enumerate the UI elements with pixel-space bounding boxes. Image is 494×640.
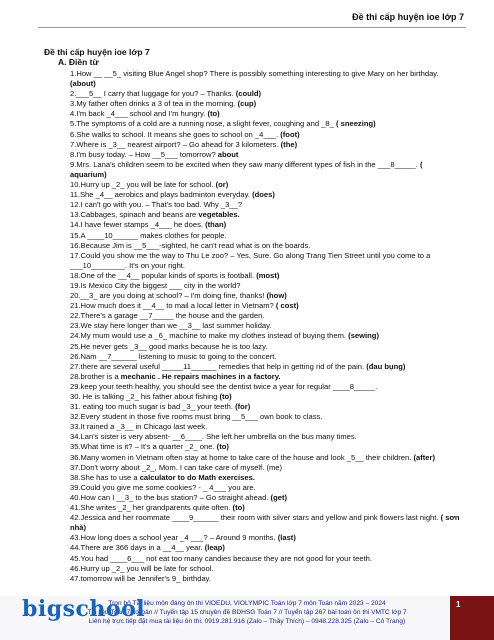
question-item bbox=[70, 463, 460, 473]
answer-text: (cup) bbox=[237, 99, 257, 109]
question-item bbox=[70, 119, 460, 129]
question-item bbox=[70, 564, 460, 574]
question-text: 15.A ____10______ makes clothes for people. bbox=[70, 230, 227, 240]
question-text: 32.Every student in those five rooms must bring __5___ own book to class. bbox=[70, 412, 323, 422]
answer-text: vegetables. bbox=[198, 210, 240, 220]
question-item bbox=[70, 220, 460, 230]
question-item bbox=[70, 291, 460, 301]
answer-text: (does) bbox=[252, 190, 275, 200]
question-item bbox=[70, 543, 460, 553]
answer-text: (leap) bbox=[204, 543, 225, 553]
answer-text: (get) bbox=[270, 492, 287, 502]
question-text: 19.Is Mexico City the biggest ___ city in the world? bbox=[70, 280, 241, 290]
question-item bbox=[70, 493, 460, 503]
question-text: 30. He is talking _2_ his father about fishing bbox=[70, 392, 218, 401]
question-text: 36.Many women in Vietnam often stay at home to take care of the house and look _5__ their children. bbox=[70, 452, 412, 462]
question-text: 33.It rained a _3__ in Chicago last week. bbox=[70, 422, 208, 432]
question-text: 40.How can I __3_ to the bus station? – Go straight ahead. bbox=[70, 492, 269, 502]
answer-text: ( cost) bbox=[275, 301, 299, 311]
question-text: 18.One of the __4__ popular kinds of sports is football. bbox=[70, 270, 255, 280]
question-item bbox=[70, 210, 460, 220]
question-item bbox=[70, 422, 460, 432]
question-item bbox=[70, 150, 460, 160]
answer-text: (to) bbox=[216, 442, 229, 452]
question-text: 8.I'm busy today. – How __5___ tomorrow? bbox=[70, 149, 216, 159]
question-text: 26.Nam __7______ listening to music to going to the concert. bbox=[70, 351, 277, 361]
question-item bbox=[70, 533, 460, 543]
question-text: 6.She walks to school. It means she goes to school on _4___. bbox=[70, 129, 279, 139]
answer-text: mechanic . He repairs machines in a factory. bbox=[120, 371, 281, 381]
question-text: 1.How __ __5_ visiting Blue Angel shop? There is possibly something interesting to give Mary on her birthday. bbox=[70, 69, 439, 78]
question-text: 47.tomorrow will be Jennifer's 9_ birthday. bbox=[70, 573, 212, 583]
question-item bbox=[70, 160, 460, 180]
footer-line-3: Liên hệ trực tiếp đặt mua tài liệu ôn thi: 0919.281.916 (Zalo – Thầy Thích) – 0948.228.325 (Zalo – Cô Trang) bbox=[88, 618, 406, 625]
answer-text: (how) bbox=[266, 291, 287, 301]
question-item bbox=[70, 200, 460, 210]
question-text: 14.I have fewer stamps _4___ he does. bbox=[70, 220, 203, 230]
question-text: 13.Cabbages, spinach and beans are bbox=[70, 210, 197, 220]
section-heading: A. Điền từ bbox=[58, 57, 99, 67]
page-number-badge bbox=[450, 596, 494, 640]
question-item bbox=[70, 271, 460, 281]
question-item bbox=[70, 140, 460, 150]
answer-text: (to) bbox=[232, 503, 245, 513]
question-item bbox=[70, 180, 460, 190]
page-number: 1 bbox=[456, 600, 461, 609]
question-item bbox=[70, 311, 460, 321]
question-text: 37.Don't worry about _2_, Mom. I can take care of myself. (me) bbox=[70, 462, 283, 472]
question-item bbox=[70, 301, 460, 311]
answer-text: (the) bbox=[280, 139, 298, 149]
question-text: 22.There's a garage __7_____ the house and the garden. bbox=[70, 311, 265, 321]
question-text: 12.I can't go with you. – That's too bad. Why _3__? bbox=[70, 200, 243, 210]
question-list bbox=[70, 69, 460, 584]
question-item bbox=[70, 362, 460, 372]
question-item bbox=[70, 513, 460, 533]
question-item bbox=[70, 342, 460, 352]
question-item bbox=[70, 99, 460, 109]
answer-text: calculator to do Math exercises. bbox=[139, 472, 255, 482]
answer-text: (than) bbox=[205, 220, 227, 230]
answer-text: (for) bbox=[235, 402, 251, 412]
answer-text: ( sơn nhà) bbox=[70, 513, 460, 533]
answer-text: (after) bbox=[413, 452, 436, 462]
answer-text: (to) bbox=[207, 109, 220, 119]
bigschool-logo: bigschool bbox=[22, 596, 146, 622]
question-item bbox=[70, 574, 460, 584]
question-item bbox=[70, 382, 460, 392]
question-item bbox=[70, 473, 460, 483]
question-item bbox=[70, 453, 460, 463]
question-text: 2.___5__ I carry that luggage for you? – Thanks. bbox=[70, 89, 234, 99]
question-text: 3.My father often drinks a 3 of tea in the morning. bbox=[70, 99, 236, 109]
question-item bbox=[70, 69, 460, 89]
question-item bbox=[70, 281, 460, 291]
document-title: Đề thi cấp huyện ioe lớp 7 bbox=[44, 47, 150, 57]
answer-text: (last) bbox=[277, 533, 296, 543]
question-text: 21.How much does it __4__ to mail a local letter in Vietnam? bbox=[70, 301, 274, 311]
question-text: 20.__3_ are you doing at school? – I'm doing fine, thanks! bbox=[70, 291, 265, 301]
question-item bbox=[70, 190, 460, 200]
question-item bbox=[70, 231, 460, 241]
question-text: 17.Could you show me the way to Thu Le zoo? – Yes, Sure. Go along Trang Tien Street until you come to a ___10________. It's on your right. bbox=[70, 250, 431, 270]
question-text: 9.Mrs. Lana's children seem to be excited when they saw many different types of fish in the ___8_____. bbox=[70, 159, 418, 169]
question-text: 4.I'm back _4___ school and I'm hungry. bbox=[70, 109, 206, 119]
question-text: 38.She has to use a bbox=[70, 472, 138, 482]
question-item bbox=[70, 503, 460, 513]
question-text: 10.Hurry up _2_ you will be late for school. bbox=[70, 180, 214, 190]
answer-text: (foot) bbox=[280, 129, 300, 139]
answer-text: (sewing) bbox=[348, 331, 379, 341]
question-text: 11.She _4__ aerobics and plays badminton everyday. bbox=[70, 190, 250, 200]
question-item bbox=[70, 241, 460, 251]
question-item bbox=[70, 483, 460, 493]
answer-text: (about) bbox=[70, 79, 96, 89]
question-item bbox=[70, 331, 460, 341]
question-text: 44.There are 366 days in a __4__ year. bbox=[70, 543, 203, 553]
footer-line-1: Trọn bộ Tài liệu môn đáng ôn thi VIOEDU, VIOLYMPIC Toán lớp 7 môn Toán năm 2023 – 2024 bbox=[108, 600, 386, 607]
answer-text: about bbox=[217, 149, 239, 159]
page-header-title: Đề thi cấp huyện ioe lớp 7 bbox=[352, 12, 464, 22]
question-text: 42.Jessica and her roommate ____9______ their room with silver stars and yellow and pink flowers last night. bbox=[70, 513, 439, 523]
answer-text: ( sneezing) bbox=[335, 119, 376, 129]
question-text: 28.brother is a bbox=[70, 371, 119, 381]
question-item bbox=[70, 321, 460, 331]
question-item bbox=[70, 372, 460, 382]
question-text: 7.Where is _3__ nearest airport? – Go ahead for 3 kilometers. bbox=[70, 139, 279, 149]
question-text: 43.How long does a school year _4 ___? – Around 9 months. bbox=[70, 533, 276, 543]
question-text: 41.She writes _2_ her grandparents quite often. bbox=[70, 503, 231, 513]
answer-text: (to) bbox=[219, 392, 232, 401]
question-text: 34.Lan's sister is very absent- __6____. She left her umbrella on the bus many times. bbox=[70, 432, 357, 442]
question-item bbox=[70, 442, 460, 452]
question-text: 24.My mum would use a _6_ machine to make my clothes instead of buying them. bbox=[70, 331, 347, 341]
answer-text: (or) bbox=[215, 180, 229, 190]
question-item bbox=[70, 109, 460, 119]
question-text: 29.keep your teeth healthy, you should see the dentist twice a year for regular ____8_____. bbox=[70, 381, 378, 391]
question-text: 45.You had ____6___ not eat too many candies because they are not good for your teeth. bbox=[70, 553, 373, 563]
question-text: 27.there are several useful _____11______ remedies that help in getting rid of the pain. bbox=[70, 361, 365, 371]
question-item bbox=[70, 554, 460, 564]
answer-text: (most) bbox=[256, 270, 280, 280]
question-item bbox=[70, 352, 460, 362]
question-text: 46.Hurry up _2_ you will be late for school. bbox=[70, 563, 214, 573]
question-text: 23.We stay here longer than we __3__ last summer holiday. bbox=[70, 321, 272, 331]
answer-text: (could) bbox=[235, 89, 262, 99]
question-text: 16.Because Jim is __5___-sighted, he can't read what is on the boards. bbox=[70, 240, 311, 250]
question-item bbox=[70, 412, 460, 422]
question-item bbox=[70, 89, 460, 99]
question-text: 39.Could you give me some cookies? - _ 4___ you are. bbox=[70, 482, 256, 492]
question-item bbox=[70, 251, 460, 271]
question-text: 31. eating too much sugar is bad _3_ your teeth. bbox=[70, 402, 233, 412]
question-item bbox=[70, 402, 460, 412]
question-item bbox=[70, 392, 460, 402]
answer-text: (đau bụng) bbox=[366, 361, 406, 371]
question-text: 5.The symptoms of a cold are a running nose, a slight fever, coughing and _8_ bbox=[70, 119, 334, 129]
footer-line-2: Tài liệu Toán 7 cơ bản // Tuyển tập 15 chuyên đề BDHSG Toán 7 // Tuyển tập 267 bài toán ôn thi VMTC lớp 7 bbox=[87, 609, 407, 616]
answer-text: ( aquarium) bbox=[70, 159, 423, 179]
header-divider bbox=[38, 27, 466, 28]
question-text: 35.What time is it? – It's a quarter _2_ one. bbox=[70, 442, 215, 452]
question-text: 25.He never gets _3__ good marks because he is too lazy. bbox=[70, 341, 268, 351]
question-item bbox=[70, 130, 460, 140]
question-item bbox=[70, 432, 460, 442]
